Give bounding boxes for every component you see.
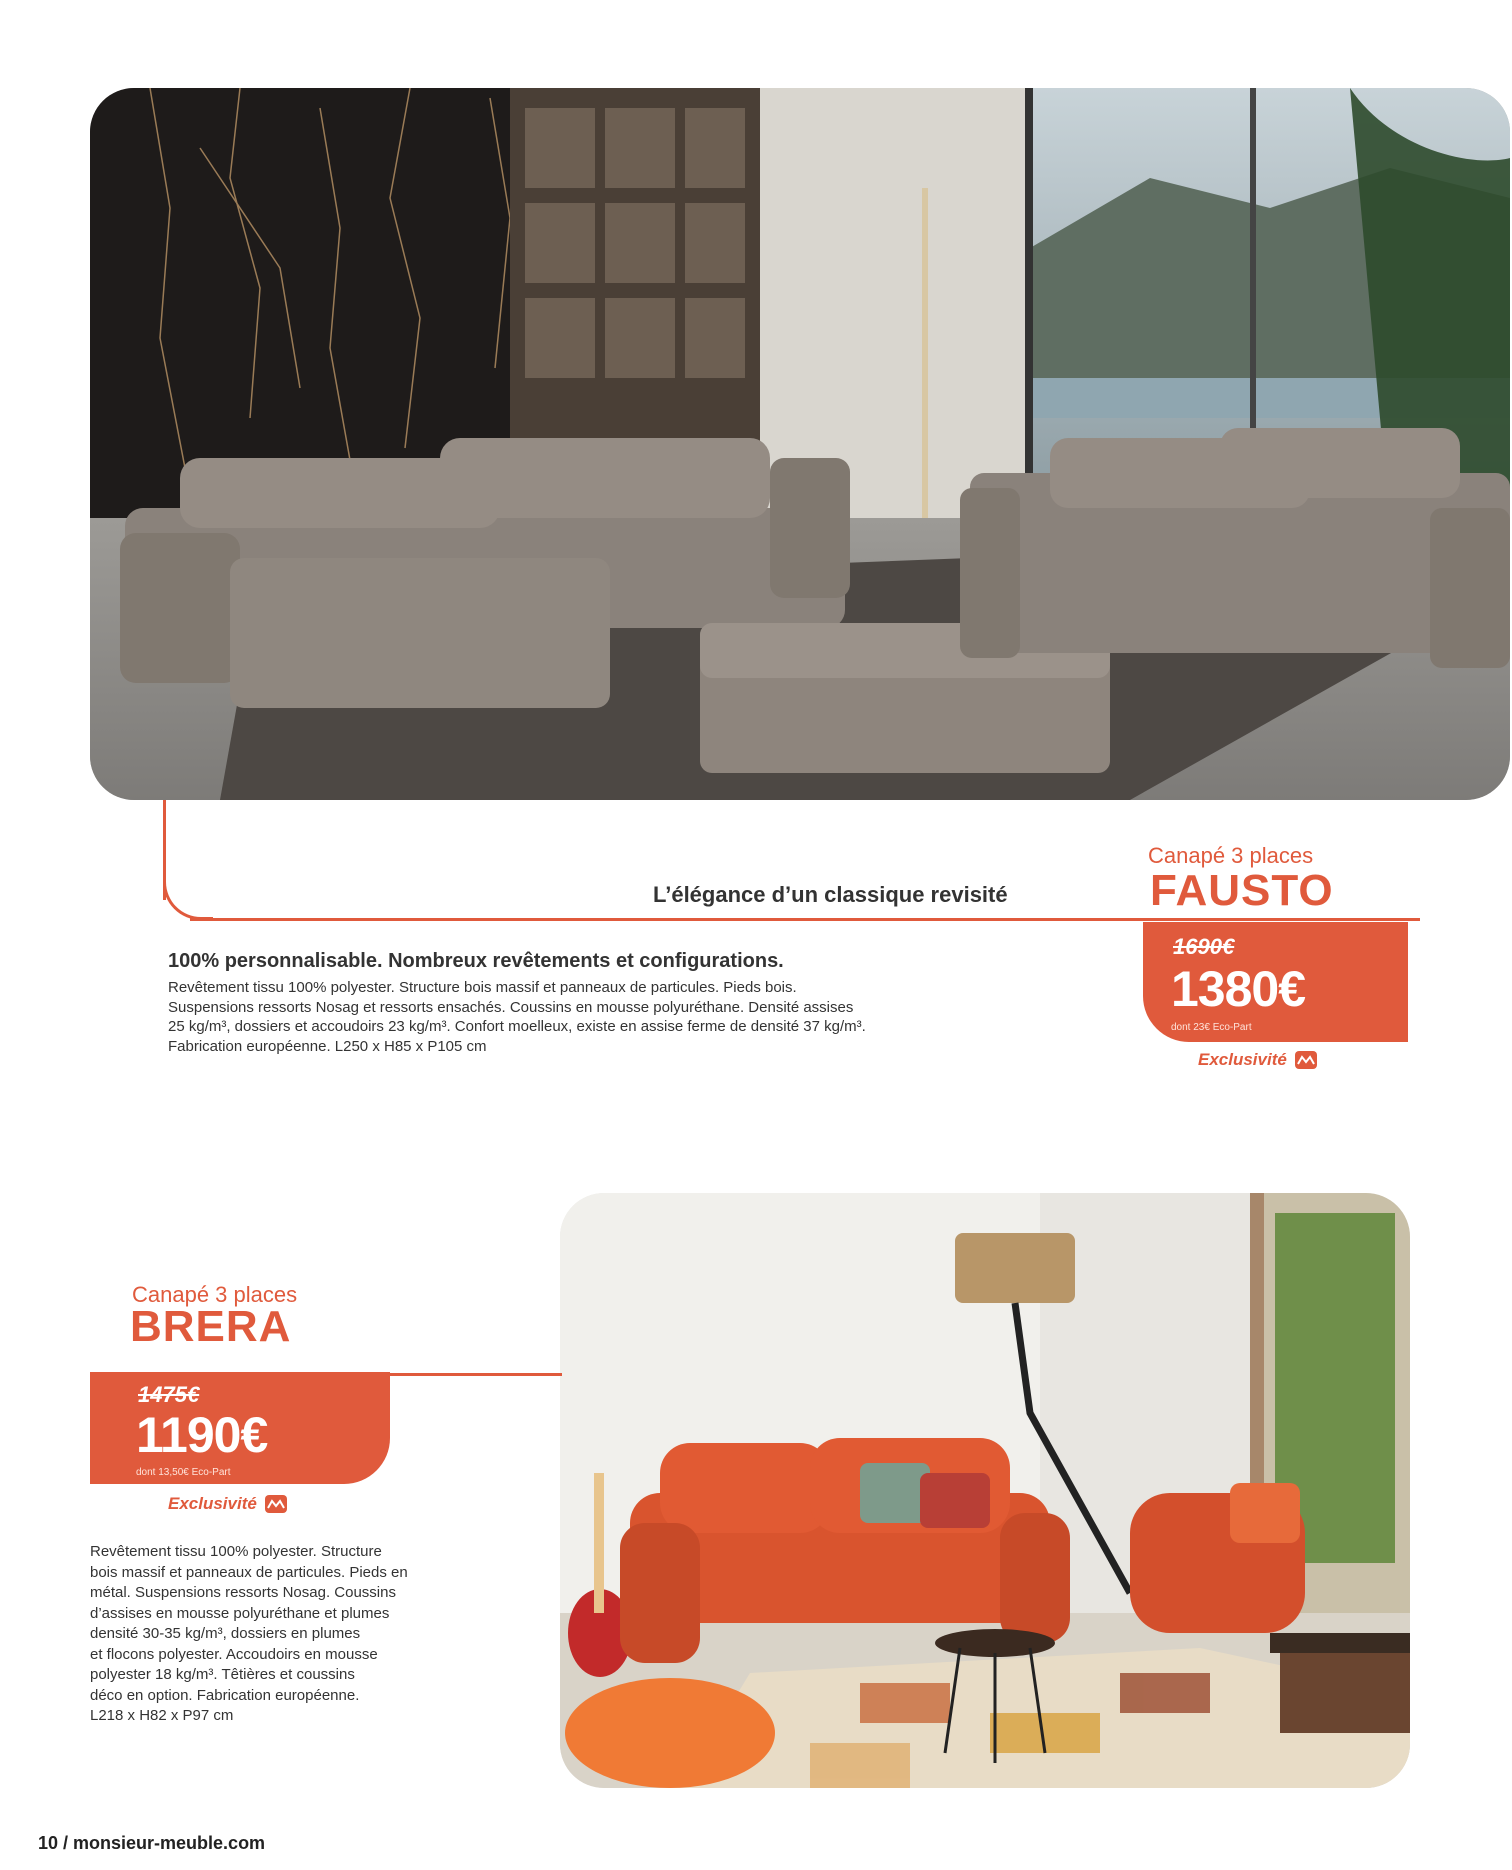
- brera-price-box: [90, 1372, 390, 1484]
- exclusive-label: Exclusivité: [1198, 1050, 1287, 1069]
- accent-line-curve: [163, 870, 213, 920]
- exclusive-label: Exclusivité: [168, 1494, 257, 1513]
- fausto-price: 1380€: [1171, 961, 1306, 1017]
- fausto-eco-part: dont 23€ Eco-Part: [1171, 1022, 1252, 1033]
- fausto-subtitle: Canapé 3 places: [1148, 843, 1314, 868]
- description-line: métal. Suspensions ressorts Nosag. Coussins: [90, 1584, 396, 1601]
- fausto-name: FAUSTO: [1150, 866, 1334, 915]
- description-line: Suspensions ressorts Nosag et ressorts ensachés. Coussins en mousse polyuréthane. Densité assises: [168, 998, 854, 1016]
- fausto-headline: 100% personnalisable. Nombreux revêtements et configurations.: [168, 950, 784, 972]
- description-line: Revêtement tissu 100% polyester. Structure bois massif et panneaux de particules. Pieds bois.: [168, 979, 797, 996]
- fausto-tagline: L’élégance d’un classique revisité: [653, 882, 1008, 907]
- fausto-exclusive: [1198, 1050, 1317, 1070]
- description-line: densité 30-35 kg/m³, dossiers en plumes: [90, 1625, 361, 1642]
- description-line: d’assises en mousse polyuréthane et plumes: [90, 1604, 390, 1622]
- fausto-price-box: [1143, 922, 1408, 1042]
- brera-eco-part: dont 13,50€ Eco-Part: [136, 1467, 231, 1478]
- fausto-old-price: 1690€: [1173, 934, 1235, 959]
- brera-old-price: 1475€: [138, 1382, 200, 1407]
- description-line: 25 kg/m³, dossiers et accoudoirs 23 kg/m³. Confort moelleux, existe en assise ferme de densité 37 kg/m³.: [168, 1018, 866, 1035]
- brera-description: [90, 1542, 530, 1727]
- description-line: bois massif et panneaux de particules. Pieds en: [90, 1563, 408, 1581]
- brera-name: BRERA: [130, 1302, 292, 1351]
- description-line: et flocons polyester. Accoudoirs en mousse: [90, 1645, 378, 1663]
- accent-line-horizontal: [190, 918, 1420, 921]
- fausto-description: [168, 978, 1128, 1056]
- description-line: polyester 18 kg/m³. Têtières et coussins: [90, 1666, 355, 1683]
- brera-subtitle: Canapé 3 places: [132, 1282, 298, 1307]
- brand-logo-icon: [1295, 1051, 1317, 1069]
- page-footer: 10 / monsieur-meuble.com: [38, 1833, 266, 1853]
- brera-sofa-photo: [560, 1193, 1410, 1788]
- description-line: L218 x H82 x P97 cm: [90, 1707, 234, 1724]
- description-line: Revêtement tissu 100% polyester. Structure: [90, 1543, 382, 1560]
- description-line: déco en option. Fabrication européenne.: [90, 1686, 360, 1704]
- fausto-sofa-photo: [90, 88, 1510, 800]
- brand-logo-icon: [265, 1495, 287, 1513]
- description-line: Fabrication européenne. L250 x H85 x P105 cm: [168, 1037, 487, 1055]
- brera-exclusive: [168, 1494, 287, 1514]
- brera-price: 1190€: [136, 1407, 268, 1463]
